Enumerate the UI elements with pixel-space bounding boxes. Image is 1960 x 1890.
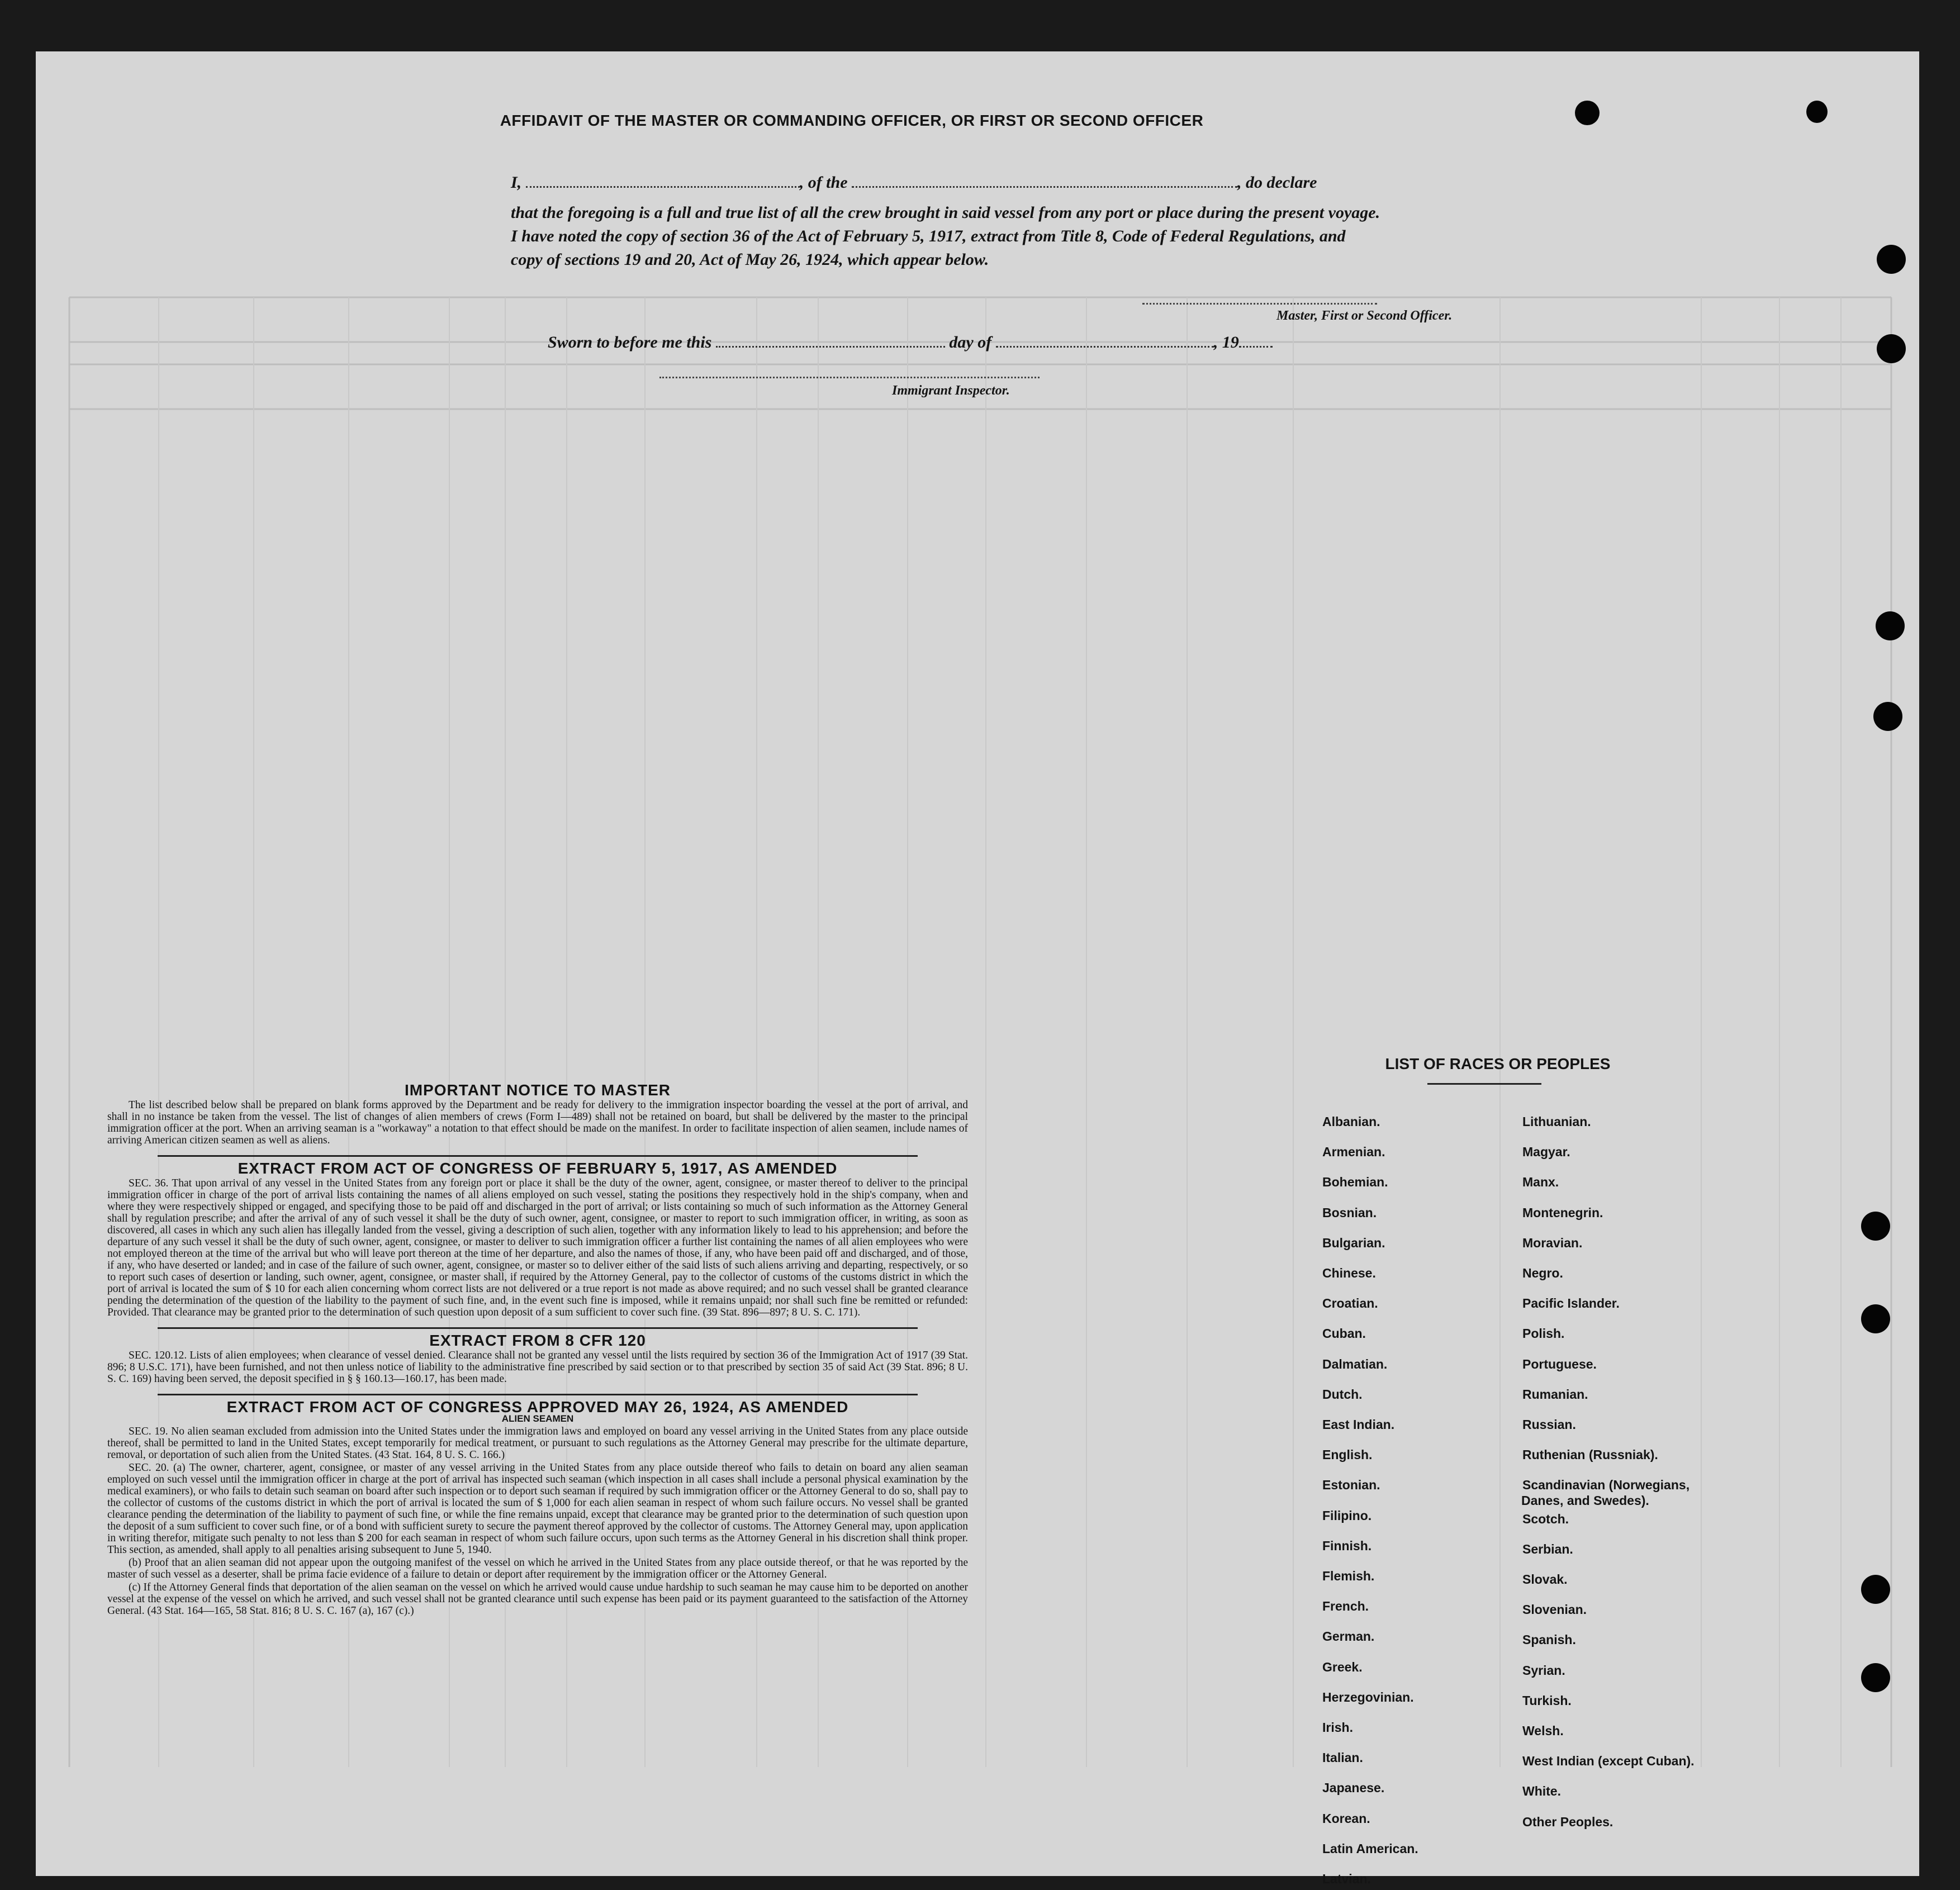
race-item: Latin American. [1322,1841,1418,1856]
master-signature-label: Master, First or Second Officer. [1276,308,1453,323]
document-page [36,51,1919,1886]
race-item: Bohemian. [1322,1175,1388,1190]
race-item: Portuguese. [1522,1356,1597,1371]
notice-body: The list described below shall be prepared on blank forms approved by the Department and be ready for delivery to the immigration inspector boarding the vessel at the port of arrival, and shall in no instance be taken from the vessel. The list of changes of alien members of crews (Form I—489) shall not be retained on board, but shall be delivered by the master to the principal immigration officer at the port. When an arriving seaman is a "workaway" a notation to that effect should be made on the manifest. In order to facilitate inspection of alien seamen, include names of arriving American citizen seamen as well as aliens. [107,1099,968,1146]
race-item: English. [1322,1447,1373,1462]
affidavit-line-4: copy of sections 19 and 20, Act of May 26, 1924, which appear below. [511,250,989,269]
punch-hole [1861,1663,1890,1692]
affidavit-line-1 [511,173,1317,192]
race-item: Magyar. [1522,1145,1570,1160]
race-item: Cuban. [1322,1326,1366,1341]
race-item: Turkish. [1522,1693,1572,1708]
punch-hole [1873,702,1902,731]
race-item: Pacific Islander. [1522,1296,1620,1311]
notice-title: IMPORTANT NOTICE TO MASTER [404,1081,671,1099]
race-item: White. [1522,1784,1561,1799]
sworn-year-field[interactable] [1239,334,1273,348]
race-item: Flemish. [1322,1569,1375,1583]
race-item: West Indian (except Cuban). [1522,1754,1695,1769]
extract-1924-sec20a: SEC. 20. (a) The owner, charterer, agent, consignee, or master of any vessel arriving in the United States from any place outside thereof who fails to detain on board any alien seaman employed on such vessel until the immigration officer in charge at the port of arrival has inspected such seaman (which inspection in all cases shall include a personal physical examination by the medical examiners), or who fails to detain such seaman on board after such inspection or to deport such seaman if required by such immigration officer or the Attorney General to do so, shall pay to the collector of customs of the customs district in which the port of arrival is located the sum of $ 1,000 for each alien seaman in respect of whom such failure occurs. No vessel shall be granted clearance pending the determination of the liability to payment of such fine, or while the fine remains unpaid, except that clearance may be granted prior to the determination of such question upon the deposit of a sum sufficient to cover such fine, or of a bond with sufficient surety to secure the payment thereof approved by the collector of customs. The Attorney General may, upon application in writing therefor, mitigate such penalty to not less than $ 200 for each seaman in respect of whom such failure occurs, upon such terms as the Attorney General in his discretion shall think proper. This section, as amended, shall apply to all penalties arising subsequent to June 5, 1940. [107,1462,968,1556]
extract-1924-title: EXTRACT FROM ACT OF CONGRESS APPROVED MAY 26, 1924, AS AMENDED [226,1398,849,1416]
affidavit-line-3: I have noted the copy of section 36 of the Act of February 5, 1917, extract from Title 8, Code of Federal Regulations, and [511,227,1346,245]
extract-1924-sec19: SEC. 19. No alien seaman excluded from admission into the United States under the immigration laws and employed on board any vessel arriving in the United States from any place outside thereof, shall be permitted to land in the United States, except temporarily for medical treatment, or pursuant to such regulations as the Attorney General may prescribe for the ultimate departure, removal, or deportation of such alien from the United States. (43 Stat. 164, 8 U. S. C. 166.) [107,1426,968,1461]
race-item: Herzegovinian. [1322,1689,1414,1704]
extract-cfr-title: EXTRACT FROM 8 CFR 120 [429,1332,646,1349]
race-item: Japanese. [1322,1780,1385,1796]
race-item: Dutch. [1322,1386,1363,1402]
punch-hole [1861,1304,1890,1333]
race-item: Slovak. [1522,1572,1568,1587]
declarant-label: I, [511,173,522,192]
race-item: German. [1322,1629,1375,1644]
divider [158,1155,918,1157]
race-item: Other Peoples. [1522,1814,1613,1829]
race-item: Welsh. [1522,1723,1564,1738]
affidavit-title: AFFIDAVIT OF THE MASTER OR COMMANDING OFFICER, OR FIRST OR SECOND OFFICER [500,112,1204,129]
race-item: Spanish. [1522,1632,1576,1647]
race-item: Filipino. [1322,1508,1372,1523]
race-item: Finnish. [1322,1538,1372,1553]
declare-label: , do declare [1237,173,1317,192]
punch-hole [1877,245,1906,274]
legal-notices [107,1079,968,1618]
extract-1924-sec20c: (c) If the Attorney General finds that deportation of the alien seaman on the vessel on which he arrived would cause undue hardship to such seaman he may cause him to be deported on another vessel at the expense of the vessel on which he arrived, and such vessel shall not be granted clearance until such expense has been paid or its payment guaranteed to the satisfaction of the Attorney General. (43 Stat. 164—165, 58 Stat. 816; 8 U. S. C. 167 (a), 167 (c).) [107,1582,968,1617]
extract-1924-subtitle: ALIEN SEAMEN [501,1413,574,1424]
punch-hole [1877,334,1906,363]
vessel-label: , of the [799,173,848,192]
master-signature-line[interactable] [1142,303,1377,305]
race-item: Montenegrin. [1522,1205,1603,1220]
declarant-name-field[interactable] [526,174,800,188]
punch-hole [1876,611,1905,640]
race-item: Slovenian. [1522,1602,1587,1617]
race-item: Bulgarian. [1322,1235,1385,1250]
race-item: Greek. [1322,1659,1363,1674]
punch-hole [1806,101,1828,123]
race-item: Armenian. [1322,1145,1385,1160]
divider [158,1327,918,1329]
race-item: Russian. [1522,1417,1576,1432]
race-item: Estonian. [1322,1478,1380,1493]
extract-cfr-body: SEC. 120.12. Lists of alien employees; when clearance of vessel denied. Clearance shall not be granted any vessel until the lists required by section 36 of the Immigration Act of 1917 (39 Stat. 896; 8 U.S.C. 171), have been furnished, and not then unless notice of liability to the administrative fine prescribed by said section or to that prescribed by section 35 of said Act (39 Stat. 896; 8 U. S. C. 169) having been served, the deposit specified in § § 160.13—160.17, has been made. [107,1350,968,1385]
sworn-day-field[interactable] [716,334,945,348]
race-item: Negro. [1522,1266,1563,1280]
inspector-signature-line[interactable] [659,377,1040,378]
sworn-label: Sworn to before me this [548,333,712,352]
race-item: Latvian. [1322,1872,1371,1886]
race-item: Serbian. [1522,1541,1573,1556]
punch-hole [1861,1212,1890,1241]
race-item: Albanian. [1322,1114,1380,1129]
punch-hole [1861,1575,1890,1604]
race-item: Chinese. [1322,1266,1376,1280]
race-item: Lithuanian. [1522,1114,1591,1129]
race-item: Rumanian. [1522,1386,1588,1402]
race-item: Danes, and Swedes). [1521,1493,1649,1508]
extract-1917-body: SEC. 36. That upon arrival of any vessel in the United States from any foreign port or place it shall be the duty of the owner, agent, consignee, or master thereof to deliver to the principal immigration officer in charge of the port of arrival lists containing the names of all aliens employed on such vessel, stating the positions they respectively hold in the ship's company, when and where they were respectively shipped or engaged, and specifying those to be paid off and discharged in the port of arrival; or lists containing so much of such information as the Attorney General shall by regulation prescribe; and after the arrival of any of such vessel it shall be the duty of such owner, agent, consignee, or master to report to such immigration officer, in writing, as soon as discovered, all cases in which any such alien has illegally landed from the vessel, giving a description of such alien, together with any information likely to lead to his apprehension; and before the departure of any such vessel it shall be the duty of such owner, agent, consignee, or master to deliver to such immigration officer a further list containing the names of all alien employees who were not employed thereon at the time of the arrival but who will leave port thereon at the time of her departure, and also the names of those, if any, who have been paid off and discharged, and of those, if any, who have deserted or landed; and in case of the failure of such owner, agent, consignee, or master so to deliver either of the said lists of such aliens arriving and departing, respectively, or so to report such cases of desertion or landing, such owner, agent, consignee, or master shall, if required by the Attorney General, pay to the collector of customs of the customs district in which the port of arrival is located the sum of $ 10 for each alien concerning whom correct lists are not delivered or a true report is not made as above required; and no such vessel shall be granted clearance pending the determination of the question of the liability to the payment of such fine, and, in the event such fine is imposed, while it remains unpaid; nor shall such fine be remitted or refunded: Provided. That clearance may be granted prior to the determination of such question upon deposit of a sum sufficient to cover such fine. (39 Stat. 896—897; 8 U. S. C. 171). [107,1177,968,1318]
race-item: Syrian. [1522,1663,1565,1678]
race-item: Croatian. [1322,1296,1378,1311]
race-item: Irish. [1322,1720,1353,1735]
race-item: Scandinavian (Norwegians, [1522,1478,1690,1493]
affidavit-line-2: that the foregoing is a full and true list of all the crew brought in said vessel from any port or place during the present voyage. [511,203,1380,222]
divider [158,1394,918,1395]
extract-1917-title: EXTRACT FROM ACT OF CONGRESS OF FEBRUARY 5, 1917, AS AMENDED [238,1160,838,1177]
punch-hole [1575,101,1600,125]
inspector-signature-label: Immigrant Inspector. [892,383,1010,398]
sworn-line [548,333,1273,352]
race-item: Moravian. [1522,1235,1583,1250]
race-item: Ruthenian (Russniak). [1522,1447,1658,1462]
year-label: , 19 [1213,333,1239,352]
race-item: Italian. [1322,1750,1363,1765]
race-item: Polish. [1522,1326,1565,1341]
race-item: French. [1322,1599,1369,1614]
race-item: Scotch. [1522,1511,1569,1526]
races-title-underline [1427,1083,1541,1085]
vessel-name-field[interactable] [852,174,1237,188]
race-item: Dalmatian. [1322,1356,1388,1371]
race-item: Manx. [1522,1175,1559,1190]
extract-1924-sec20b: (b) Proof that an alien seaman did not appear upon the outgoing manifest of the vessel on which he arrived in the United States from any place outside thereof, or that he was reported by the master of such vessel as a deserter, shall be prima facie evidence of a failure to detain or deport after requirement by the immigration officer or the Attorney General. [107,1557,968,1580]
sworn-month-field[interactable] [996,334,1214,348]
races-title: LIST OF RACES OR PEOPLES [1385,1055,1611,1072]
race-item: Korean. [1322,1811,1370,1826]
race-item: East Indian. [1322,1417,1395,1432]
day-of-label: day of [949,333,992,352]
race-item: Bosnian. [1322,1205,1377,1220]
